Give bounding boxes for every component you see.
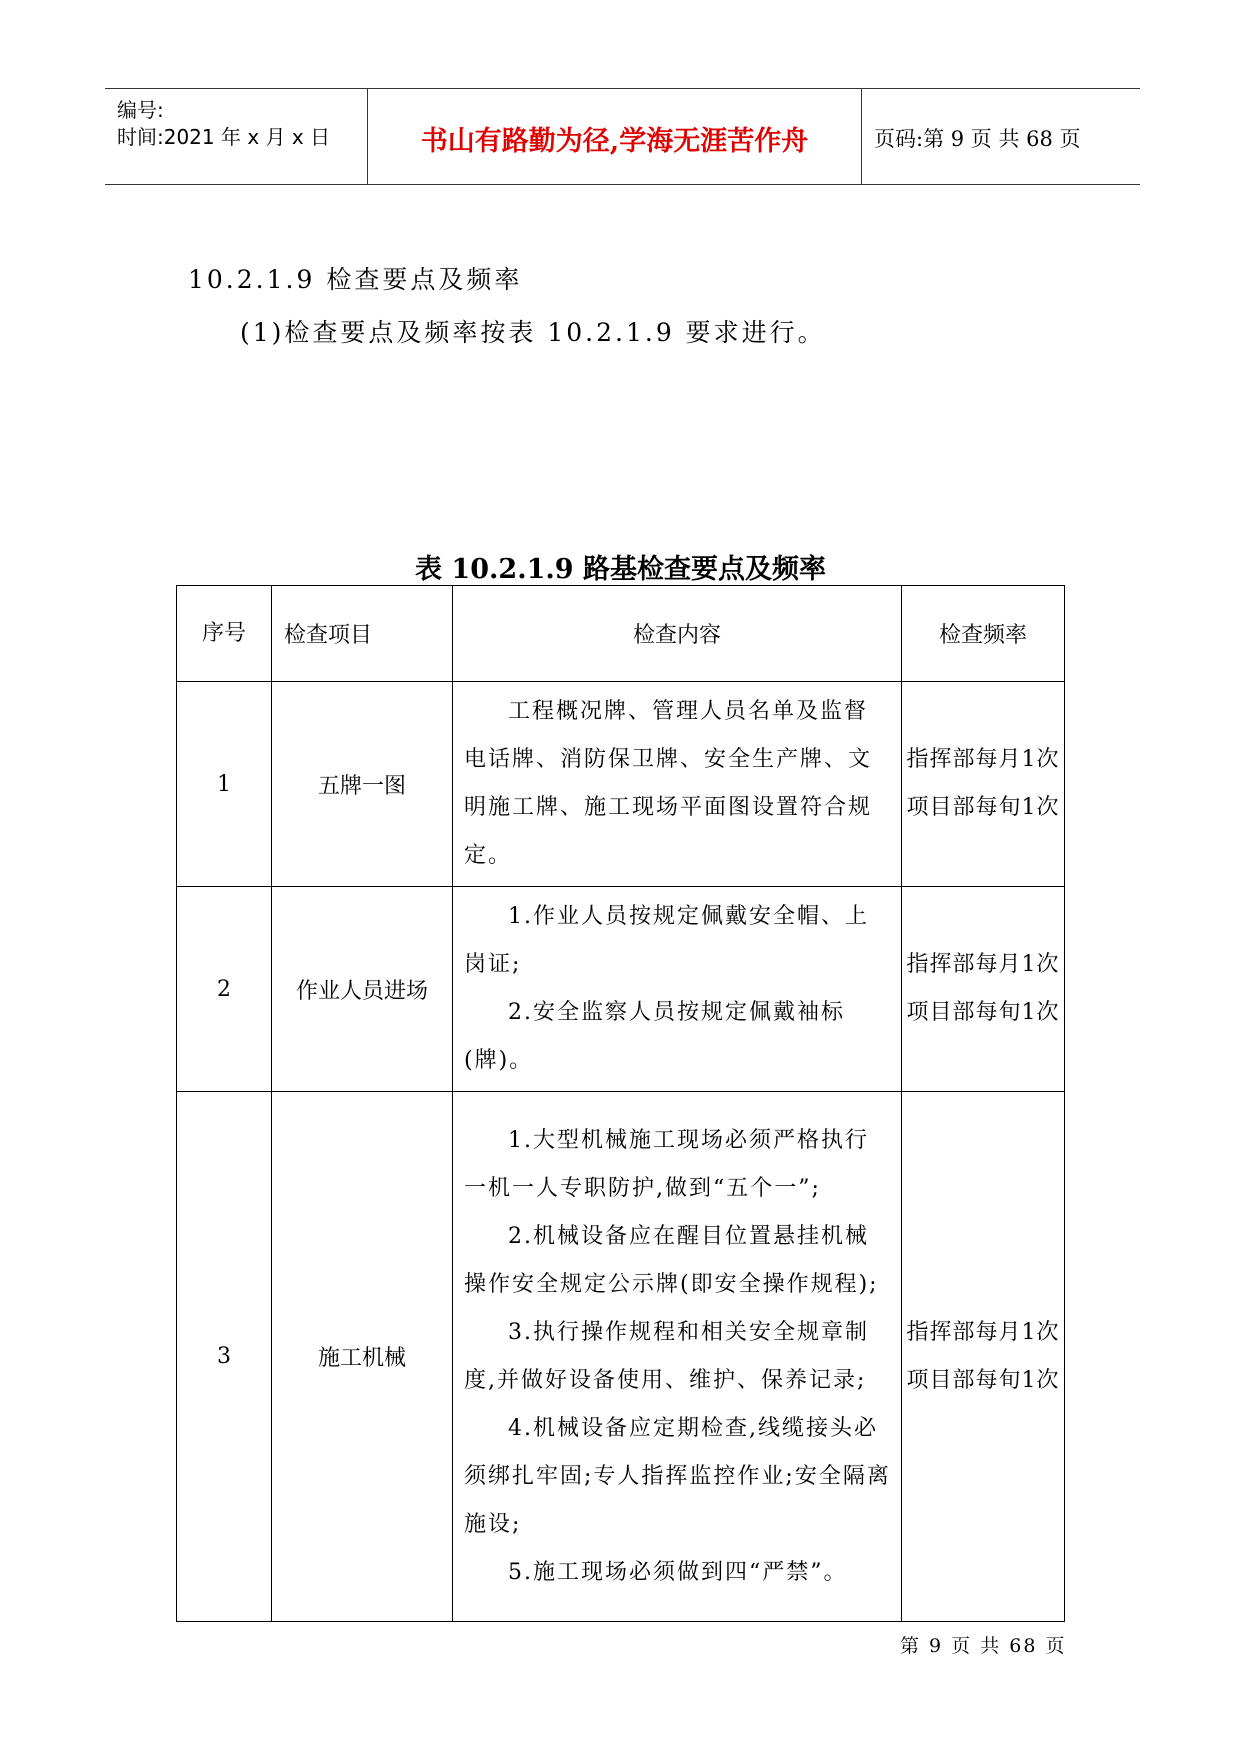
freq-project: 项目部每旬1次	[906, 1000, 1060, 1025]
table-caption: 表 10.2.1.9 路基检查要点及频率	[415, 554, 826, 585]
number-label: 编号:	[117, 98, 164, 122]
freq-hq: 指挥部每月1次	[906, 1319, 1060, 1345]
row-no: 1	[177, 682, 272, 887]
row-freq	[902, 682, 1065, 887]
content-line: 工程概况牌、管理人员名单及监督电话牌、消防保卫牌、安全生产牌、文明施工牌、施工现场平面图设置符合规定。	[464, 699, 873, 868]
time-label: 时间:2021 年 x 月 x 日	[117, 125, 331, 149]
row-item: 作业人员进场	[272, 887, 453, 1092]
content-line: 2.安全监察人员按规定佩戴袖标(牌)。	[464, 1000, 845, 1073]
row-freq	[902, 1092, 1065, 1622]
header-page-cell	[862, 89, 1140, 184]
freq-hq: 指挥部每月1次	[906, 952, 1060, 977]
header-content: 检查内容	[453, 586, 902, 682]
section-title: 10.2.1.9 检查要点及频率	[188, 265, 523, 294]
document-header	[105, 88, 1140, 185]
content-line: 5.施工现场必须做到四“严禁”。	[508, 1559, 848, 1585]
row-no: 3	[177, 1092, 272, 1622]
content-line: 2.机械设备应在醒目位置悬挂机械操作安全规定公示牌(即安全操作规程);	[464, 1223, 879, 1297]
content-line: 1.作业人员按规定佩戴安全帽、上岗证;	[464, 904, 869, 977]
table-row	[177, 1092, 1065, 1622]
freq-project: 项目部每旬1次	[906, 795, 1060, 820]
motto: 书山有路勤为径,学海无涯苦作舟	[420, 126, 809, 157]
table-header-row	[177, 586, 1065, 682]
row-content	[453, 1092, 902, 1622]
row-item: 施工机械	[272, 1092, 453, 1622]
freq-project: 项目部每旬1次	[906, 1367, 1060, 1393]
section-paragraph: (1)检查要点及频率按表 10.2.1.9 要求进行。	[240, 318, 826, 347]
header-info-cell	[105, 89, 368, 184]
freq-hq: 指挥部每月1次	[906, 747, 1060, 772]
header-motto-cell	[368, 89, 862, 184]
row-no: 2	[177, 887, 272, 1092]
page-footer: 第 9 页 共 68 页	[900, 1635, 1067, 1657]
content-line: 4.机械设备应定期检查,线缆接头必须绑扎牢固;专人指挥监控作业;安全隔离施设;	[464, 1415, 891, 1537]
row-item: 五牌一图	[272, 682, 453, 887]
row-content	[453, 682, 902, 887]
page-code: 页码:第 9 页 共 68 页	[874, 127, 1081, 151]
row-content	[453, 887, 902, 1092]
table-row	[177, 887, 1065, 1092]
content-line: 3.执行操作规程和相关安全规章制度,并做好设备使用、维护、保养记录;	[464, 1319, 869, 1393]
header-no: 序号	[177, 586, 272, 682]
header-freq: 检查频率	[902, 586, 1065, 682]
content-line: 1.大型机械施工现场必须严格执行一机一人专职防护,做到“五个一”;	[464, 1127, 869, 1201]
header-item: 检查项目	[272, 586, 453, 682]
inspection-table	[176, 585, 1065, 1622]
table-row	[177, 682, 1065, 887]
row-freq	[902, 887, 1065, 1092]
